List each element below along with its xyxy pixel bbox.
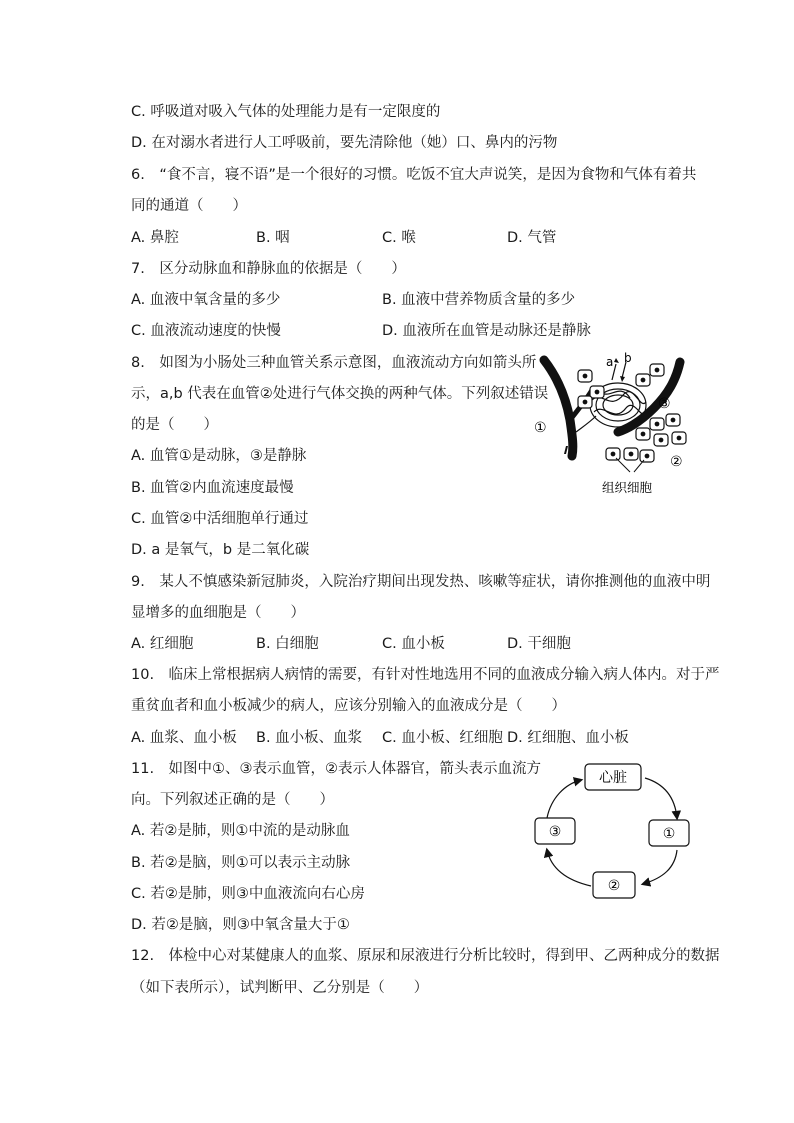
q8-option-c: C. 血管②中活细胞单行通过 [131, 511, 309, 527]
arrow-2-to-3 [547, 850, 591, 886]
q7-option-a: A. 血液中氧含量的多少 [131, 292, 281, 308]
q6-option-b: B. 咽 [256, 230, 290, 246]
q8-option-d: D. a 是氧气，b 是二氧化碳 [131, 542, 310, 558]
q6-option-d: D. 气管 [507, 230, 557, 246]
q11-option-b: B. 若②是脑，则①可以表示主动脉 [131, 855, 351, 871]
q11-option-a: A. 若②是肺，则①中流的是动脉血 [131, 823, 350, 839]
q9-option-d: D. 干细胞 [507, 636, 571, 652]
q11-stem-line2: 向。下列叙述正确的是（ ） [131, 792, 334, 808]
arrow-1-to-2 [643, 850, 677, 884]
arrow-heart-to-1 [645, 778, 677, 818]
label-b: b [624, 351, 632, 365]
q11-option-d: D. 若②是脑，则③中氧含量大于① [131, 917, 350, 933]
q7-option-d: D. 血液所在血管是动脉还是静脉 [382, 323, 591, 339]
q7-stem-line1: 7. 区分动脉血和静脉血的依据是（ ） [131, 261, 406, 277]
q10-option-d: D. 红细胞、血小板 [507, 730, 629, 746]
label-2: ② [670, 454, 683, 470]
q7-option-b: B. 血液中营养物质含量的多少 [382, 292, 576, 308]
q11-stem-line1: 11. 如图中①、③表示血管，②表示人体器官，箭头表示血流方 [131, 761, 542, 777]
q9-option-a: A. 红细胞 [131, 636, 194, 652]
q9-option-c: C. 血小板 [382, 636, 445, 652]
q11-option-c: C. 若②是肺，则③中血液流向右心房 [131, 886, 365, 902]
prev-option-d: D. 在对溺水者进行人工呼吸前，要先清除他（她）口、鼻内的污物 [131, 135, 558, 151]
node-3-label: ③ [548, 824, 562, 840]
q12-stem-line2: （如下表所示），试判断甲、乙分别是（ ） [131, 980, 429, 996]
q9-stem-line1: 9. 某人不慎感染新冠肺炎，入院治疗期间出现发热、咳嗽等症状，请你推测他的血液中明 [131, 574, 711, 590]
prev-option-c: C. 呼吸道对吸入气体的处理能力是有一定限度的 [131, 104, 441, 120]
label-3: ③ [658, 396, 671, 412]
q10-option-b: B. 血小板、血浆 [256, 730, 363, 746]
q9-option-b: B. 白细胞 [256, 636, 319, 652]
q8-stem-line3: 的是（ ） [131, 417, 218, 433]
q6-option-a: A. 鼻腔 [131, 230, 179, 246]
cells-caption: 组织细胞 [602, 480, 653, 495]
capillary-diagram [530, 350, 700, 500]
q12-stem-line1: 12. 体检中心对某健康人的血浆、原尿和尿液进行分析比较时，得到甲、乙两种成分的数据 [131, 948, 720, 964]
heart-label: 心脏 [599, 770, 627, 786]
node-2-label: ② [607, 878, 621, 894]
q10-stem-line1: 10. 临床上常根据病人病情的需要，有针对性地选用不同的血液成分输入病人体内。对于严 [131, 667, 720, 683]
q7-option-c: C. 血液流动速度的快慢 [131, 323, 281, 339]
q6-stem-line1: 6. “食不言，寝不语”是一个很好的习惯。吃饭不宜大声说笑，是因为食物和气体有着共 [131, 167, 697, 183]
q9-stem-line2: 显增多的血细胞是（ ） [131, 605, 305, 621]
label-a: a [606, 355, 614, 369]
q8-option-b: B. 血管②内血流速度最慢 [131, 480, 294, 496]
q6-stem-line2: 同的通道（ ） [131, 198, 247, 214]
vessel-1-shape [544, 360, 573, 456]
q8-option-a: A. 血管①是动脉，③是静脉 [131, 448, 307, 464]
arrow-3-to-heart [547, 780, 581, 818]
q8-stem-line2: 示，a,b 代表在血管②处进行气体交换的两种气体。下列叙述错误 [131, 386, 549, 402]
node-1-label: ① [662, 826, 676, 842]
circulation-diagram [525, 758, 700, 908]
q10-option-a: A. 血浆、血小板 [131, 730, 237, 746]
q10-option-c: C. 血小板、红细胞 [382, 730, 503, 746]
q10-stem-line2: 重贫血者和血小板减少的病人，应该分别输入的血液成分是（ ） [131, 698, 566, 714]
q8-stem-line1: 8. 如图为小肠处三种血管关系示意图，血液流动方向如箭头所 [131, 355, 537, 371]
q6-option-c: C. 喉 [382, 230, 416, 246]
label-1: ① [534, 420, 547, 436]
